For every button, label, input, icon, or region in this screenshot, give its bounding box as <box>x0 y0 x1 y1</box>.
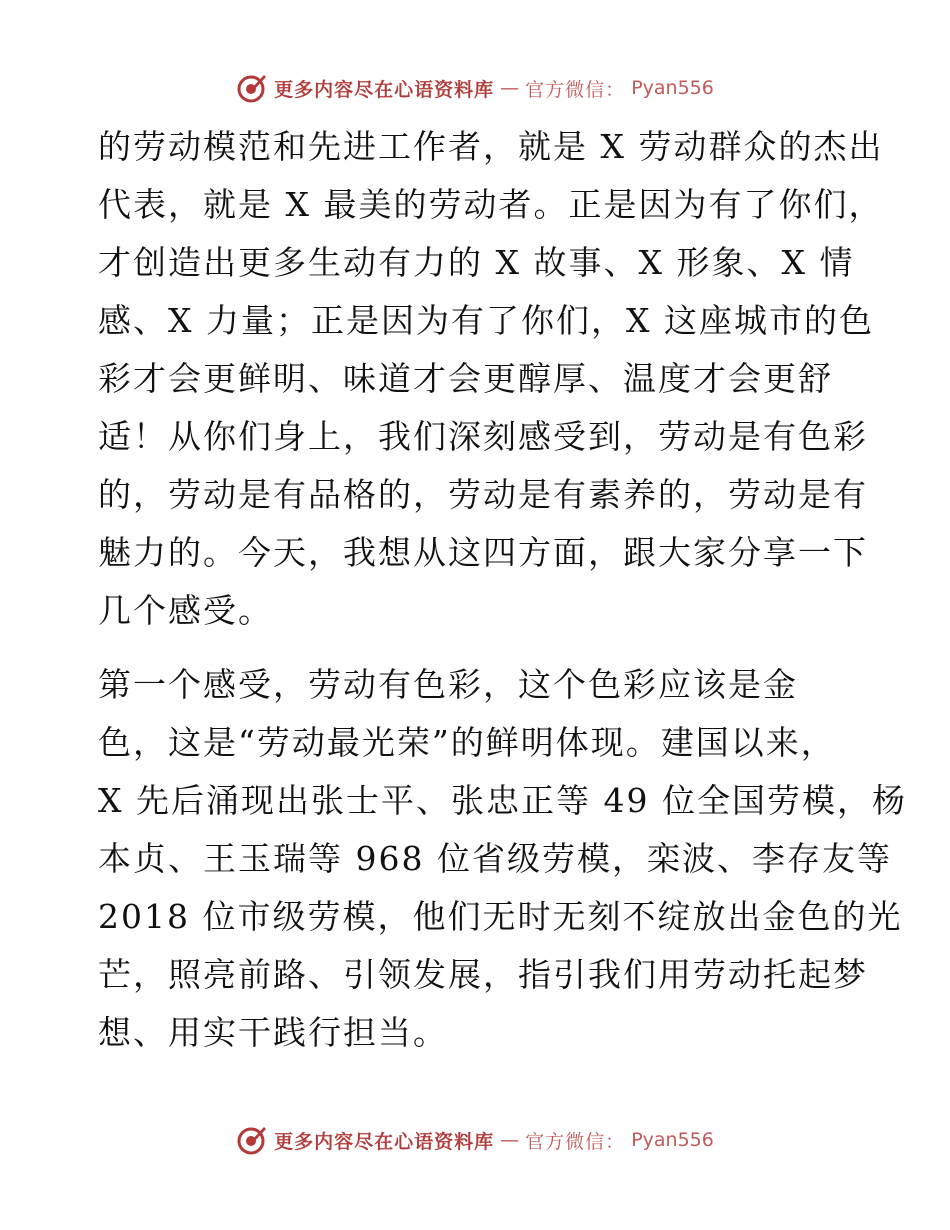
paragraph-line: 想、用实干践行担当。 <box>98 1013 448 1052</box>
pen-logo-icon <box>236 72 268 104</box>
paragraph-line: 本贞、王玉瑞等 968 位省级劳模，栾波、李存友等 <box>98 839 892 878</box>
paragraph-line: 彩才会更鲜明、味道才会更醇厚、温度才会更舒 <box>98 359 833 398</box>
header-wechat-id: Pyan556 <box>631 77 714 99</box>
paragraph-line: 才创造出更多生动有力的 X 故事、X 形象、X 情 <box>98 243 855 282</box>
paragraph-2 <box>98 656 907 1062</box>
header-separator: — <box>500 77 520 99</box>
paragraph-line: 的，劳动是有品格的，劳动是有素养的，劳动是有 <box>98 475 868 514</box>
paragraph-line: 第一个感受，劳动有色彩，这个色彩应该是金 <box>98 665 798 704</box>
paragraph-line: 的劳动模范和先进工作者，就是 X 劳动群众的杰出 <box>98 127 884 166</box>
pen-logo-icon <box>236 1124 268 1156</box>
footer-brand-text: 更多内容尽在心语资料库 <box>274 1130 495 1153</box>
paragraph-line: 色，这是“劳动最光荣”的鲜明体现。建国以来， <box>98 723 836 762</box>
footer-wechat-id: Pyan556 <box>631 1129 714 1151</box>
paragraph-1 <box>98 118 884 640</box>
paragraph-line: 代表，就是 X 最美的劳动者。正是因为有了你们， <box>98 185 884 224</box>
footer-wechat-label: 官方微信： <box>525 1130 626 1153</box>
paragraph-line: 芒，照亮前路、引领发展，指引我们用劳动托起梦 <box>98 955 868 994</box>
paragraph-gap <box>98 640 858 656</box>
paragraph-line: 几个感受。 <box>98 591 273 630</box>
header-brand-text: 更多内容尽在心语资料库 <box>274 78 495 101</box>
header-banner <box>0 68 950 108</box>
footer-separator: — <box>500 1129 520 1151</box>
paragraph-line: 感、X 力量；正是因为有了你们，X 这座城市的色 <box>98 301 874 340</box>
paragraph-line: 适！从你们身上，我们深刻感受到，劳动是有色彩 <box>98 417 868 456</box>
paragraph-line: X 先后涌现出张士平、张忠正等 49 位全国劳模，杨 <box>98 781 907 820</box>
footer-banner <box>0 1120 950 1160</box>
header-wechat-label: 官方微信： <box>525 78 626 101</box>
paragraph-line: 2018 位市级劳模，他们无时无刻不绽放出金色的光 <box>98 897 903 936</box>
paragraph-line: 魅力的。今天，我想从这四方面，跟大家分享一下 <box>98 533 868 572</box>
document-body <box>98 118 907 1062</box>
